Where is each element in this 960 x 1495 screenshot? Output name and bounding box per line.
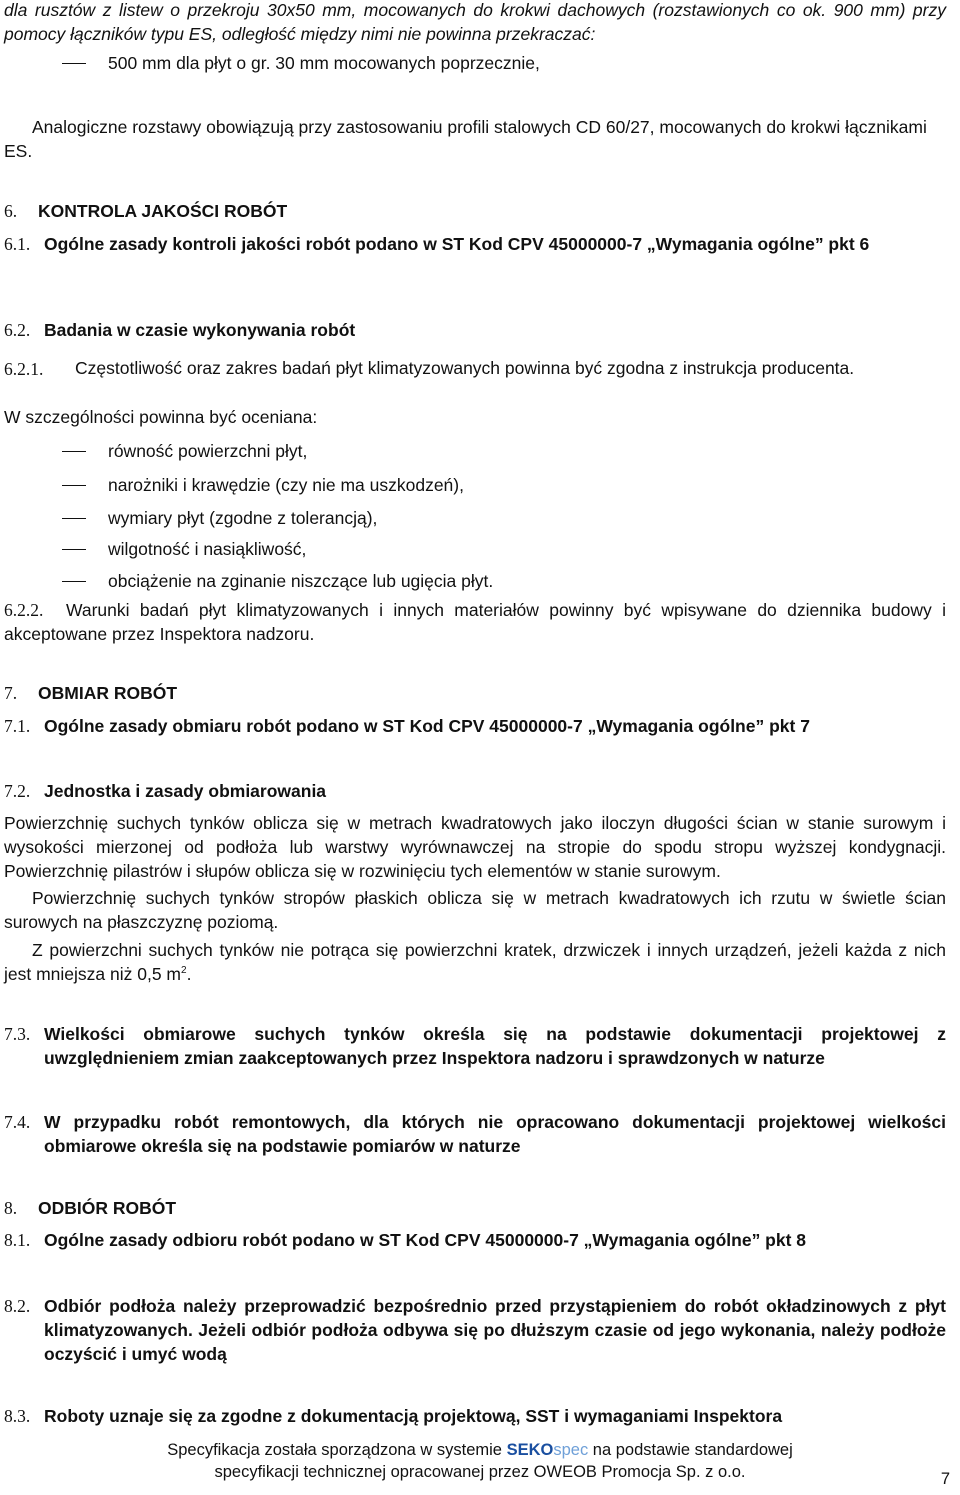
section-6-2-2-text: Warunki badań płyt klimatyzowanych i innych materiałów powinny być wpisywane do dziennika budowy i akceptowane przez Inspektora nadzoru. xyxy=(4,600,946,644)
section-6-title: KONTROLA JAKOŚCI ROBÓT xyxy=(38,201,288,221)
footer-line-2: specyfikacji technicznej opracowanej przez OWEOB Promocja Sp. z o.o. xyxy=(214,1463,746,1481)
section-6-2-title: Badania w czasie wykonywania robót xyxy=(44,320,356,340)
section-6-2-1-text: Częstotliwość oraz zakres badań płyt klimatyzowanych powinna być zgodna z instrukcja producenta. xyxy=(75,358,855,378)
measure-paragraph-3: Z powierzchni suchych tynków nie potrąca się powierzchni kratek, drzwiczek i innych urządzeń, jeżeli każda z nich jest mniejsza niż 0,5 $m^2$. xyxy=(4,940,946,984)
section-8-1-number: 8.1. xyxy=(4,1230,31,1250)
dash-bullet xyxy=(62,63,86,64)
footer-line-1: Specyfikacja została sporządzona w systemie SEKOspec na podstawie standardowej xyxy=(167,1441,793,1459)
section-6-2-1-number: 6.2.1. xyxy=(4,359,44,379)
section-8-3-number: 8.3. xyxy=(4,1406,31,1426)
section-7-1-number: 7.1. xyxy=(4,716,31,736)
section-6-2-2-number: 6.2.2. xyxy=(4,600,44,620)
measure-paragraph-1: Powierzchnię suchych tynków oblicza się w metrach kwadratowych jako iloczyn długości ścian w stanie surowym i wysokości mierzonej od podłoża lub warstwy wyrównawczej na stropie do spodu stropu wyższej kondygnacji. Powierzchnię pilastrów i słupów oblicza się w rozwinięciu tych elementów w stanie surowym. xyxy=(4,813,946,881)
check-item: obciążenie na zginanie niszczące lub ugięcia płyt. xyxy=(108,571,494,591)
dash-bullet xyxy=(62,549,86,550)
intro-paragraph: dla rusztów z listew o przekroju 30x50 mm, mocowanych do krokwi dachowych (rozstawionych co ok. 900 mm) przy pomocy łączników typu ES, odległość między nimi nie powinna przekraczać: xyxy=(4,0,946,44)
section-7-2-title: Jednostka i zasady obmiarowania xyxy=(44,781,327,801)
dash-bullet xyxy=(62,451,86,452)
section-6-2-1-lead: W szczególności powinna być oceniana: xyxy=(4,407,318,427)
superscript: 2 xyxy=(181,965,187,977)
section-7-4-title: W przypadku robót remontowych, dla których nie opracowano dokumentacji projektowej wielkości obmiarowe określa się na podstawie pomiarów w naturze xyxy=(44,1112,946,1156)
section-7-number: 7. xyxy=(4,683,18,703)
section-7-3-title: Wielkości obmiarowe suchych tynków określa się na podstawie dokumentacji projektowej z uwzględnieniem zmian zaakceptowanych przez Inspektora nadzoru i sprawdzonych w naturze xyxy=(44,1024,946,1068)
dash-bullet xyxy=(62,518,86,519)
section-7-3-number: 7.3. xyxy=(4,1024,31,1044)
measure-paragraph-2: Powierzchnię suchych tynków stropów płaskich oblicza się w metrach kwadratowych ich rzutu w świetle ścian surowych na płaszczyznę poziomą. xyxy=(4,888,946,932)
section-8-title: ODBIÓR ROBÓT xyxy=(38,1198,177,1218)
section-7-1-title: Ogólne zasady obmiaru robót podano w ST Kod CPV 45000000-7 „Wymagania ogólne” pkt 7 xyxy=(44,716,810,736)
section-7-2-number: 7.2. xyxy=(4,781,31,801)
intro-bullet: 500 mm dla płyt o gr. 30 mm mocowanych poprzecznie, xyxy=(108,53,540,73)
sekospec-logo: SEKOspec xyxy=(506,1441,589,1459)
check-item: wilgotność i nasiąkliwość, xyxy=(108,539,307,559)
section-6-2-number: 6.2. xyxy=(4,320,31,340)
section-8-1-title: Ogólne zasady odbioru robót podano w ST Kod CPV 45000000-7 „Wymagania ogólne” pkt 8 xyxy=(44,1230,807,1250)
check-item: narożniki i krawędzie (czy nie ma uszkodzeń), xyxy=(108,475,464,495)
section-8-3-title: Roboty uznaje się za zgodne z dokumentacją projektową, SST i wymaganiami Inspektora xyxy=(44,1406,783,1426)
section-7-4-number: 7.4. xyxy=(4,1112,31,1132)
check-item: wymiary płyt (zgodne z tolerancją), xyxy=(108,508,378,528)
section-6-1-title: Ogólne zasady kontroli jakości robót podano w ST Kod CPV 45000000-7 „Wymagania ogólne” pkt 6 xyxy=(44,234,870,254)
section-8-2-title: Odbiór podłoża należy przeprowadzić bezpośrednio przed przystąpieniem do robót okładzinowych z płyt klimatyzowanych. Jeżeli odbiór podłoża odbywa się po dłuższym czasie od jego wykonania, należy podłoże oczyścić i umyć wodą xyxy=(44,1296,946,1364)
dash-bullet xyxy=(62,485,86,486)
section-6-1-number: 6.1. xyxy=(4,234,31,254)
dash-bullet xyxy=(62,581,86,582)
section-8-2-number: 8.2. xyxy=(4,1296,31,1316)
section-7-title: OBMIAR ROBÓT xyxy=(38,683,178,703)
page-number: 7 xyxy=(940,1470,950,1488)
check-item: równość powierzchni płyt, xyxy=(108,441,308,461)
section-6-number: 6. xyxy=(4,201,18,221)
section-8-number: 8. xyxy=(4,1198,18,1218)
analog-paragraph: Analogiczne rozstawy obowiązują przy zastosowaniu profili stalowych CD 60/27, mocowanych do krokwi łącznikami ES. xyxy=(4,117,927,161)
